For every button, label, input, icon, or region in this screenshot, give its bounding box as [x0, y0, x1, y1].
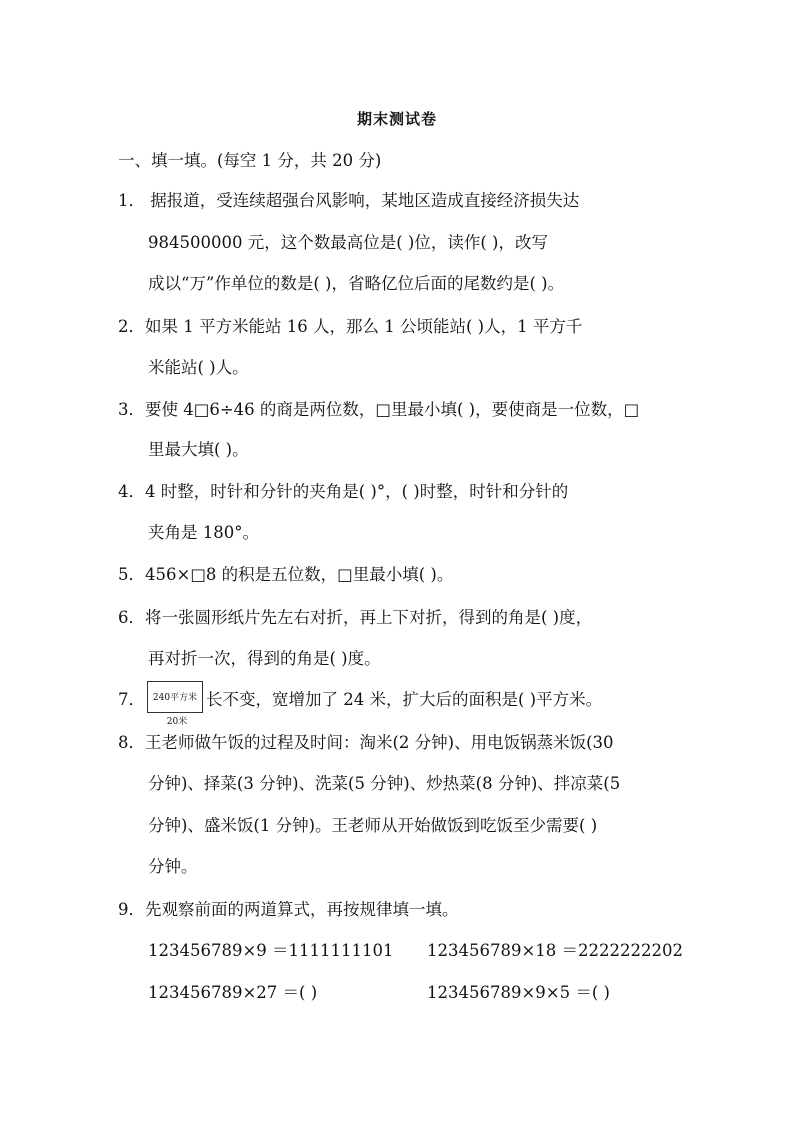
- question-6-line-1: 6．将一张圆形纸片先左右对折，再上下对折，得到的角是( )度，: [118, 608, 593, 627]
- question-8-line-3: 分钟)、盛米饭(1 分钟)。王老师从开始做饭到吃饭至少需要( ): [148, 816, 598, 835]
- question-4-line-2: 夹角是 180°。: [148, 523, 259, 542]
- question-2-line-1: 2．如果 1 平方米能站 16 人，那么 1 公顷能站( )人，1 平方千: [118, 317, 583, 336]
- question-1-line-1: 1． 据报道，受连续超强台风影响，某地区造成直接经济损失达: [118, 191, 580, 210]
- question-5: 5．456×□8 的积是五位数，□里最小填( )。: [118, 565, 454, 584]
- question-6-line-2: 再对折一次，得到的角是( )度。: [148, 649, 381, 668]
- question-3-line-1: 3．要使 4□6÷46 的商是两位数，□里最小填( )，要使商是一位数，□: [118, 400, 640, 419]
- equation-2: 123456789×18 ＝2222222202: [427, 941, 684, 960]
- rectangle-figure: [147, 681, 203, 713]
- question-7-number: 7．: [118, 690, 145, 709]
- question-7-text: 长不变，宽增加了 24 米，扩大后的面积是( )平方米。: [206, 690, 603, 709]
- page-title: 期末测试卷: [356, 110, 437, 128]
- section-heading: 一、填一填。(每空 1 分，共 20 分): [118, 151, 382, 170]
- question-8-line-4: 分钟。: [148, 857, 198, 876]
- question-3-line-2: 里最大填( )。: [148, 440, 249, 459]
- question-2-line-2: 米能站( )人。: [148, 358, 249, 377]
- question-8-line-1: 8．王老师做午饭的过程及时间：淘米(2 分钟)、用电饭锅蒸米饭(30: [118, 733, 614, 752]
- question-1-line-2: 984500000 元，这个数最高位是( )位，读作( )，改写: [148, 233, 548, 252]
- question-9-prompt: 9．先观察前面的两道算式，再按规律填一填。: [118, 900, 459, 919]
- rectangle-width-label: 20米: [166, 717, 188, 727]
- equation-1: 123456789×9 ＝1111111101: [148, 941, 394, 960]
- question-1-line-3: 成以“万”作单位的数是( )，省略亿位后面的尾数约是( )。: [148, 274, 565, 293]
- equation-3: 123456789×27 ＝( ): [148, 983, 318, 1002]
- question-8-line-2: 分钟)、择菜(3 分钟)、洗菜(5 分钟)、炒热菜(8 分钟)、拌凉菜(5: [148, 774, 621, 793]
- question-4-line-1: 4．4 时整，时针和分针的夹角是( )°，( )时整，时针和分针的: [118, 482, 569, 501]
- equation-4: 123456789×9×5 ＝( ): [427, 983, 610, 1002]
- rectangle-area-label: 240平方米: [152, 693, 198, 703]
